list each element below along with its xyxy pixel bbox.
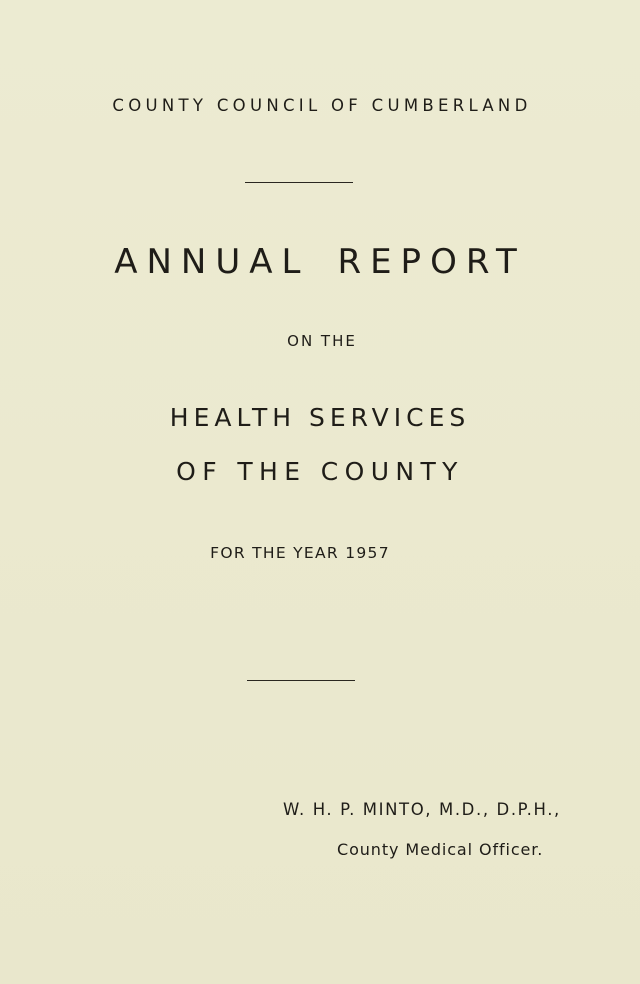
top-divider <box>245 182 353 183</box>
on-the-label: ON THE <box>287 332 357 350</box>
report-title-word-2: REPORT <box>337 242 526 282</box>
report-title <box>0 242 640 282</box>
council-heading: COUNTY COUNCIL OF CUMBERLAND <box>112 96 532 115</box>
subtitle-line-2: OF THE COUNTY <box>176 457 464 486</box>
report-title-word-1: ANNUAL <box>114 242 310 282</box>
subtitle-line-1: HEALTH SERVICES <box>169 403 471 432</box>
author-name: W. H. P. MINTO, M.D., D.P.H., <box>283 800 561 819</box>
author-role: County Medical Officer. <box>337 840 544 859</box>
year-line: FOR THE YEAR 1957 <box>210 544 390 562</box>
bottom-divider <box>247 680 355 681</box>
